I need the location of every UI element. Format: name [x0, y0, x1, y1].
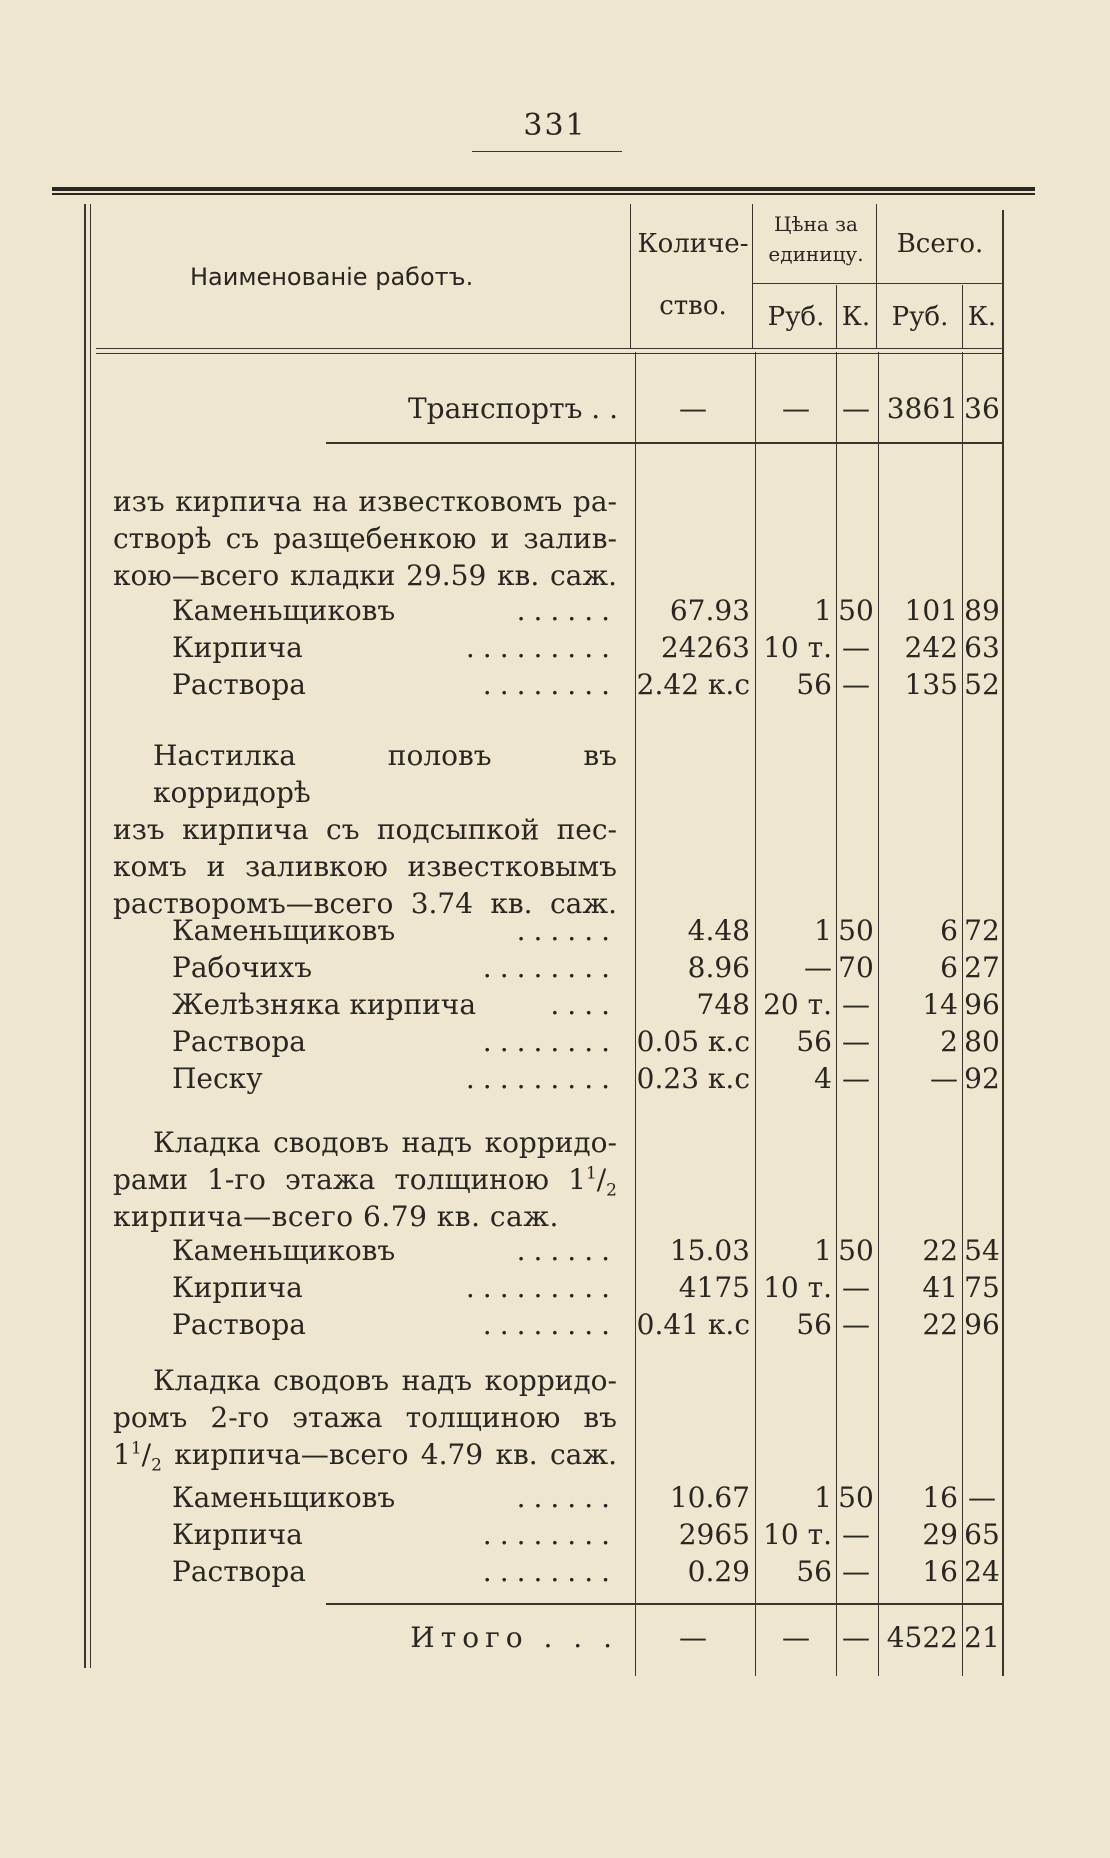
leader-dots: ........: [482, 951, 618, 984]
transport-qty: —: [679, 392, 707, 425]
item-name: [172, 1307, 618, 1343]
item-total-kop: 89: [964, 594, 1000, 627]
header-qty-line1: Количе-: [637, 229, 749, 259]
item-price-kop: 50: [838, 1234, 874, 1267]
item-price-kop: —: [842, 1518, 870, 1551]
header-name: Наименованіе работъ.: [190, 263, 474, 291]
leader-dots: ....: [550, 988, 618, 1021]
item-name: [172, 593, 618, 629]
left-border: [84, 204, 86, 1668]
item-total-rub: 2: [940, 1025, 958, 1058]
transport-total-rub: 3861: [886, 392, 958, 425]
item-label: Каменьщиковъ: [172, 1481, 396, 1514]
section3-line: Кладка сводовъ надъ корридо-: [153, 1126, 617, 1159]
item-total-kop: 24: [964, 1555, 1000, 1588]
item-name: [172, 1554, 618, 1590]
total-price-rub: —: [782, 1621, 810, 1654]
total-label: Итого . . .: [410, 1621, 618, 1654]
item-price-kop: 50: [838, 914, 874, 947]
left-border-inner: [90, 204, 91, 1668]
item-total-kop: 75: [964, 1271, 1000, 1304]
item-price-rub: 56: [796, 1025, 832, 1058]
item-qty: 0.05 к.с: [636, 1025, 750, 1058]
item-total-rub: —: [930, 1062, 958, 1095]
item-label: Кирпича: [172, 631, 303, 664]
section1-description: [113, 483, 617, 594]
item-total-rub: 135: [904, 668, 958, 701]
item-total-rub: 6: [940, 914, 958, 947]
col-divider-name: [630, 204, 631, 348]
header-price-rub: Руб.: [767, 302, 825, 332]
leader-dots: .........: [465, 1062, 618, 1095]
item-qty: 15.03: [669, 1234, 750, 1267]
item-price-kop: 50: [838, 1481, 874, 1514]
item-price-rub: 1: [814, 1234, 832, 1267]
fraction-denominator: 2: [606, 1180, 617, 1201]
transport-rule: [326, 442, 1002, 444]
item-price-kop: 70: [838, 951, 874, 984]
item-price-rub: —: [804, 951, 832, 984]
item-total-rub: 29: [922, 1518, 958, 1551]
item-price-kop: —: [842, 668, 870, 701]
item-qty: 24263: [660, 631, 750, 664]
total-price-kop: —: [842, 1621, 870, 1654]
section2-line: растворомъ—всего 3.74 кв. саж.: [113, 887, 617, 920]
item-name: [172, 950, 618, 986]
item-label: Раствора: [172, 1308, 306, 1341]
item-total-kop: 54: [964, 1234, 1000, 1267]
section2-description: [113, 737, 617, 922]
item-label: Раствора: [172, 668, 306, 701]
item-name: [172, 1024, 618, 1060]
item-price-kop: —: [842, 631, 870, 664]
item-total-rub: 41: [922, 1271, 958, 1304]
item-price-kop: —: [842, 988, 870, 1021]
section2-line: Настилка половъ въ корридорѣ: [153, 739, 617, 809]
header-bottom-rule: [96, 348, 1002, 349]
section3-line: кирпича—всего 6.79 кв. саж.: [113, 1200, 559, 1233]
leader-dots: ........: [482, 1518, 618, 1551]
item-total-rub: 6: [940, 951, 958, 984]
item-name: [172, 913, 618, 949]
item-total-rub: 22: [922, 1308, 958, 1341]
item-qty: 8.96: [687, 951, 750, 984]
item-label: Каменьщиковъ: [172, 1234, 396, 1267]
item-price-rub: 1: [814, 594, 832, 627]
item-price-rub: 56: [796, 1308, 832, 1341]
section4-description: [113, 1362, 617, 1476]
leader-dots: ........: [482, 1308, 618, 1341]
item-qty: 2.42 к.с: [636, 668, 750, 701]
item-label: Раствора: [172, 1555, 306, 1588]
item-price-rub: 10 т.: [763, 1518, 832, 1551]
leader-dots: ......: [516, 594, 618, 627]
item-qty: 4175: [678, 1271, 750, 1304]
item-price-rub: 4: [814, 1062, 832, 1095]
item-qty: 67.93: [669, 594, 750, 627]
item-name: [172, 987, 618, 1023]
item-qty: 748: [696, 988, 750, 1021]
header-price-line1: Цѣна за: [774, 212, 858, 236]
header-total-rub: Руб.: [891, 302, 949, 332]
item-total-kop: 96: [964, 1308, 1000, 1341]
transport-total-kop: 36: [964, 392, 1000, 425]
item-label: Каменьщиковъ: [172, 914, 396, 947]
page-number: 331: [523, 108, 587, 143]
item-total-rub: 22: [922, 1234, 958, 1267]
item-label: Желѣзняка кирпича: [172, 988, 477, 1021]
item-qty: 10.67: [669, 1481, 750, 1514]
section4-line: Кладка сводовъ надъ корридо-: [153, 1364, 617, 1397]
leader-dots: ........: [482, 1555, 618, 1588]
transport-price-kop: —: [842, 392, 870, 425]
item-price-kop: —: [842, 1308, 870, 1341]
item-total-kop: 92: [964, 1062, 1000, 1095]
item-total-rub: 242: [904, 631, 958, 664]
leader-dots: .........: [465, 631, 618, 664]
section3-line2: рами 1-го этажа толщиною 1: [113, 1163, 586, 1196]
section4-line: ромъ 2-го этажа толщиною въ: [113, 1401, 617, 1434]
col-divider-price: [876, 204, 877, 348]
item-label: Раствора: [172, 1025, 306, 1058]
item-total-kop: 72: [964, 914, 1000, 947]
right-border: [1002, 210, 1004, 1676]
item-name: [172, 1061, 618, 1097]
section4-line: $1^1/_2$ кирпича—всего 4.79 кв. саж.: [113, 1438, 617, 1476]
item-total-kop: 96: [964, 988, 1000, 1021]
item-price-kop: —: [842, 1025, 870, 1058]
item-total-kop: —: [968, 1481, 996, 1514]
item-qty: 4.48: [687, 914, 750, 947]
item-label: Песку: [172, 1062, 263, 1095]
item-name: [172, 1480, 618, 1516]
item-total-kop: 65: [964, 1518, 1000, 1551]
item-price-rub: 56: [796, 1555, 832, 1588]
transport-label: Транспортъ . .: [408, 392, 618, 425]
section1-line: кою—всего кладки 29.59 кв. саж.: [113, 559, 617, 592]
item-name: [172, 1517, 618, 1553]
total-total-rub: 4522: [886, 1621, 958, 1654]
fraction-numerator: 1: [585, 1163, 597, 1184]
item-label: Кирпича: [172, 1271, 303, 1304]
item-label: Каменьщиковъ: [172, 594, 396, 627]
item-total-kop: 63: [964, 631, 1000, 664]
item-price-rub: 10 т.: [763, 1271, 832, 1304]
leader-dots: .........: [465, 1271, 618, 1304]
item-price-rub: 1: [814, 1481, 832, 1514]
item-price-kop: 50: [838, 594, 874, 627]
item-qty: 0.29: [687, 1555, 750, 1588]
item-price-rub: 1: [814, 914, 832, 947]
header-price-kop: К.: [841, 302, 871, 332]
header-bottom-rule: [96, 353, 1002, 354]
item-price-kop: —: [842, 1555, 870, 1588]
item-name: [172, 1270, 618, 1306]
item-total-rub: 14: [922, 988, 958, 1021]
col-divider-qty: [752, 204, 753, 348]
header-total: Всего.: [896, 229, 984, 259]
item-total-rub: 16: [922, 1555, 958, 1588]
section2-line: комъ и заливкою известковымъ: [113, 850, 617, 883]
section3-line: рами 1-го этажа толщиною $1^1/_2$: [113, 1163, 617, 1201]
item-qty: 0.23 к.с: [636, 1062, 750, 1095]
item-price-kop: —: [842, 1271, 870, 1304]
item-name: [172, 667, 618, 703]
item-qty: 0.41 к.с: [636, 1308, 750, 1341]
leader-dots: ......: [516, 1481, 618, 1514]
header-price-line2: единицу.: [768, 242, 864, 266]
item-label: Кирпича: [172, 1518, 303, 1551]
item-name: [172, 630, 618, 666]
leader-dots: ......: [516, 914, 618, 947]
item-price-kop: —: [842, 1062, 870, 1095]
item-total-kop: 80: [964, 1025, 1000, 1058]
header-qty-line2: ство.: [659, 291, 727, 321]
item-price-rub: 56: [796, 668, 832, 701]
leader-dots: ........: [482, 1025, 618, 1058]
subheader-rule: [752, 283, 1002, 284]
total-total-kop: 21: [964, 1621, 1000, 1654]
item-total-kop: 52: [964, 668, 1000, 701]
leader-dots: ......: [516, 1234, 618, 1267]
header-total-kop: К.: [967, 302, 997, 332]
section4-line3-post: кирпича—всего 4.79 кв. саж.: [161, 1438, 617, 1471]
section1-line: створѣ съ разщебенкою и залив-: [113, 522, 617, 555]
item-total-rub: 16: [922, 1481, 958, 1514]
fraction-numerator: 1: [130, 1438, 142, 1459]
item-total-kop: 27: [964, 951, 1000, 984]
item-price-rub: 20 т.: [763, 988, 832, 1021]
item-label: Рабочихъ: [172, 951, 313, 984]
section4-line3-pre: 1: [113, 1438, 131, 1471]
fraction-denominator: 2: [151, 1455, 162, 1476]
item-price-rub: 10 т.: [763, 631, 832, 664]
item-total-rub: 101: [904, 594, 958, 627]
leader-dots: ........: [482, 668, 618, 701]
item-name: [172, 1233, 618, 1269]
transport-price-rub: —: [782, 392, 810, 425]
total-qty: —: [679, 1621, 707, 1654]
section1-line: изъ кирпича на известковомъ ра-: [113, 485, 617, 518]
section3-description: [113, 1124, 617, 1235]
total-rule: [326, 1603, 1002, 1605]
item-qty: 2965: [678, 1518, 750, 1551]
section2-line: изъ кирпича съ подсыпкой пес-: [113, 813, 617, 846]
